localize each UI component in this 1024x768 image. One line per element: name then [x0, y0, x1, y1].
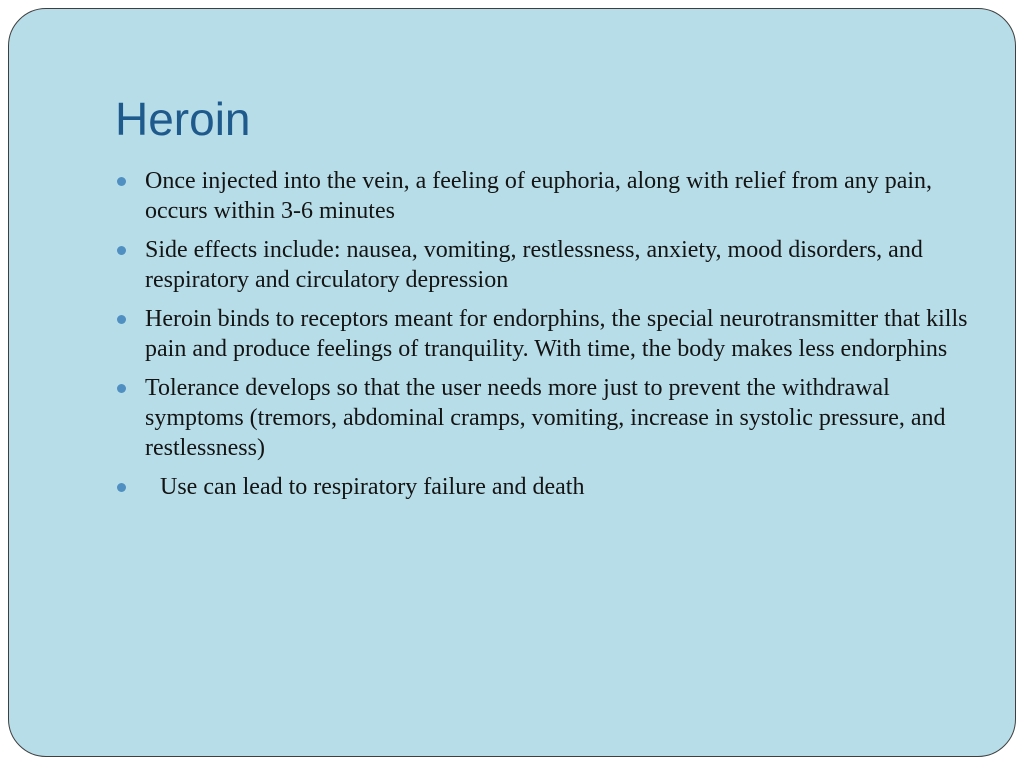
bullet-item: [115, 304, 975, 364]
bullet-dot-icon: [117, 384, 126, 393]
bullet-item: [115, 472, 975, 502]
bullet-dot-icon: [117, 483, 126, 492]
bullet-item: [115, 166, 975, 226]
bullet-item: [115, 373, 975, 463]
bullet-text: Tolerance develops so that the user needs more just to prevent the withdrawal symptoms (tremors, abdominal cramps, vomiting, increase in systolic pressure, and restlessness): [145, 375, 946, 461]
bullet-text: Side effects include: nausea, vomiting, restlessness, anxiety, mood disorders, and respiratory and circulatory depression: [145, 237, 923, 293]
bullet-dot-icon: [117, 177, 126, 186]
bullet-dot-icon: [117, 246, 126, 255]
bullet-text: Once injected into the vein, a feeling of euphoria, along with relief from any pain, occurs within 3-6 minutes: [145, 168, 933, 224]
bullet-item: [115, 235, 975, 295]
bullet-text: Use can lead to respiratory failure and death: [160, 474, 585, 500]
slide: [8, 8, 1016, 757]
bullet-text: Heroin binds to receptors meant for endorphins, the special neurotransmitter that kills pain and produce feelings of tranquility. With time, the body makes less endorphins: [145, 306, 968, 362]
slide-title: Heroin: [115, 93, 251, 145]
bullet-dot-icon: [117, 315, 126, 324]
bullet-list: [115, 166, 975, 511]
